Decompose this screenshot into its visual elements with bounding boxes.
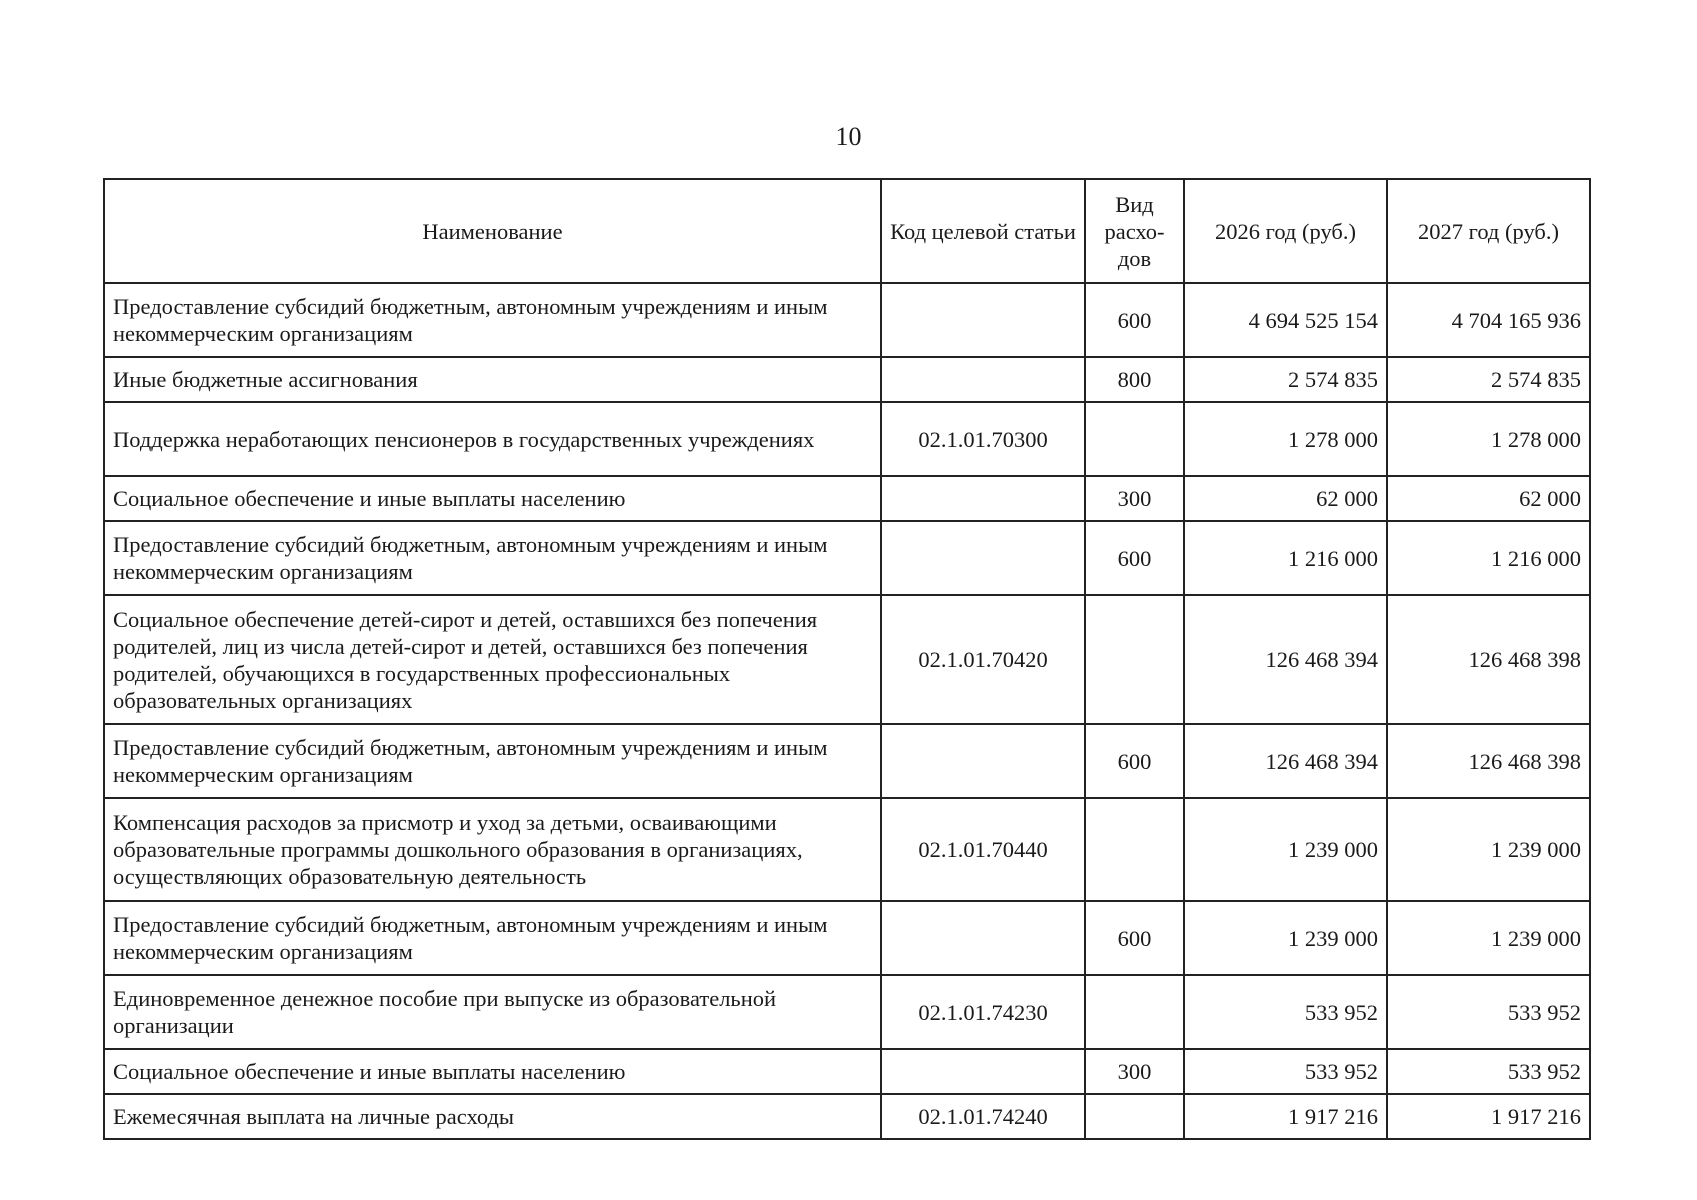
row-year-2027: 1 239 000 — [1387, 901, 1590, 975]
table-row — [104, 357, 1590, 402]
row-code — [881, 724, 1085, 798]
row-year-2027: 1 239 000 — [1387, 798, 1590, 901]
header-year-2027: 2027 год (руб.) — [1387, 179, 1590, 283]
row-code — [881, 521, 1085, 595]
row-year-2027: 62 000 — [1387, 476, 1590, 521]
table-row — [104, 283, 1590, 357]
row-name: Предоставление субсидий бюджетным, автономным учреждениям и иным некоммерческим организациям — [104, 283, 881, 357]
row-code: 02.1.01.74230 — [881, 975, 1085, 1049]
row-vid — [1085, 1094, 1184, 1139]
row-year-2026: 1 216 000 — [1184, 521, 1387, 595]
page-number: 10 — [835, 122, 862, 151]
table-row — [104, 1049, 1590, 1094]
row-year-2027: 1 917 216 — [1387, 1094, 1590, 1139]
row-year-2026: 1 239 000 — [1184, 901, 1387, 975]
row-code: 02.1.01.74240 — [881, 1094, 1085, 1139]
row-year-2027: 2 574 835 — [1387, 357, 1590, 402]
row-name: Социальное обеспечение и иные выплаты населению — [104, 476, 881, 521]
row-year-2026: 126 468 394 — [1184, 595, 1387, 724]
row-vid: 600 — [1085, 901, 1184, 975]
table-body — [104, 283, 1590, 1139]
table-row — [104, 476, 1590, 521]
row-vid — [1085, 798, 1184, 901]
row-name: Социальное обеспечение детей-сирот и детей, оставшихся без попечения родителей, лиц из числа детей-сирот и детей, оставшихся без попечения родителей, обучающихся в государственных профессиональных образовательных организациях — [104, 595, 881, 724]
row-vid: 600 — [1085, 521, 1184, 595]
header-vid: Вид расхо-дов — [1085, 179, 1184, 283]
table-row — [104, 1094, 1590, 1139]
row-year-2026: 1 278 000 — [1184, 402, 1387, 476]
row-year-2027: 533 952 — [1387, 975, 1590, 1049]
row-code — [881, 1049, 1085, 1094]
row-year-2027: 1 278 000 — [1387, 402, 1590, 476]
row-code: 02.1.01.70300 — [881, 402, 1085, 476]
row-year-2026: 533 952 — [1184, 1049, 1387, 1094]
row-year-2026: 126 468 394 — [1184, 724, 1387, 798]
table-row — [104, 975, 1590, 1049]
row-name: Компенсация расходов за присмотр и уход за детьми, осваивающими образовательные программы дошкольного образования в организациях, осуществляющих образовательную деятельность — [104, 798, 881, 901]
row-vid: 600 — [1085, 283, 1184, 357]
table-row — [104, 901, 1590, 975]
row-year-2027: 4 704 165 936 — [1387, 283, 1590, 357]
row-name: Иные бюджетные ассигнования — [104, 357, 881, 402]
row-year-2027: 126 468 398 — [1387, 724, 1590, 798]
table-header — [104, 179, 1590, 283]
row-year-2026: 1 239 000 — [1184, 798, 1387, 901]
row-name: Единовременное денежное пособие при выпуске из образовательной организации — [104, 975, 881, 1049]
row-name: Предоставление субсидий бюджетным, автономным учреждениям и иным некоммерческим организациям — [104, 901, 881, 975]
row-name: Предоставление субсидий бюджетным, автономным учреждениям и иным некоммерческим организациям — [104, 724, 881, 798]
row-year-2026: 1 917 216 — [1184, 1094, 1387, 1139]
header-name: Наименование — [104, 179, 881, 283]
table-row — [104, 595, 1590, 724]
row-vid: 600 — [1085, 724, 1184, 798]
row-year-2026: 62 000 — [1184, 476, 1387, 521]
row-year-2026: 2 574 835 — [1184, 357, 1387, 402]
row-year-2027: 1 216 000 — [1387, 521, 1590, 595]
row-code — [881, 283, 1085, 357]
row-year-2027: 533 952 — [1387, 1049, 1590, 1094]
table-row — [104, 402, 1590, 476]
header-year-2026: 2026 год (руб.) — [1184, 179, 1387, 283]
row-year-2026: 533 952 — [1184, 975, 1387, 1049]
row-name: Ежемесячная выплата на личные расходы — [104, 1094, 881, 1139]
row-vid — [1085, 595, 1184, 724]
row-name: Предоставление субсидий бюджетным, автономным учреждениям и иным некоммерческим организациям — [104, 521, 881, 595]
row-vid: 300 — [1085, 476, 1184, 521]
row-vid: 800 — [1085, 357, 1184, 402]
row-code: 02.1.01.70420 — [881, 595, 1085, 724]
header-code: Код целевой статьи — [881, 179, 1085, 283]
row-code: 02.1.01.70440 — [881, 798, 1085, 901]
row-vid: 300 — [1085, 1049, 1184, 1094]
row-year-2027: 126 468 398 — [1387, 595, 1590, 724]
row-name: Поддержка неработающих пенсионеров в государственных учреждениях — [104, 402, 881, 476]
row-vid — [1085, 975, 1184, 1049]
header-row — [104, 179, 1590, 283]
row-vid — [1085, 402, 1184, 476]
budget-table — [103, 178, 1591, 1140]
row-code — [881, 476, 1085, 521]
row-code — [881, 357, 1085, 402]
table-row — [104, 521, 1590, 595]
table-row — [104, 724, 1590, 798]
row-year-2026: 4 694 525 154 — [1184, 283, 1387, 357]
row-name: Социальное обеспечение и иные выплаты населению — [104, 1049, 881, 1094]
table-row — [104, 798, 1590, 901]
row-code — [881, 901, 1085, 975]
